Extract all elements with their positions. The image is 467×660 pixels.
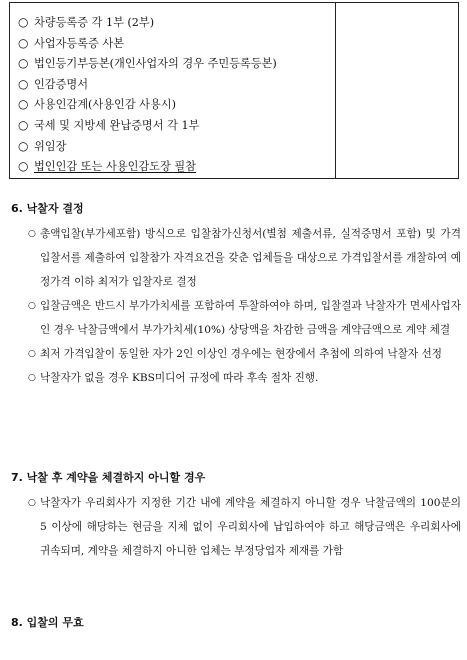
list-item <box>11 294 461 342</box>
list-item <box>18 12 277 33</box>
circle-bullet-icon: ○ <box>28 301 36 311</box>
circle-bullet-icon: ○ <box>28 349 36 359</box>
bullet-list <box>11 222 461 390</box>
document-item-text: 법인인감 또는 사용인감도장 필참 <box>34 160 196 174</box>
document-item-text: 사업자등록증 사본 <box>34 36 125 50</box>
circle-bullet-icon: ○ <box>18 159 29 174</box>
section-heading: 7. 낙찰 후 계약을 체결하지 아니할 경우 <box>11 471 206 484</box>
list-item <box>11 366 461 390</box>
bullet-text: 입찰금액은 반드시 부가가치세를 포함하여 투찰하여야 하며, 입찰결과 낙찰자가 면세사업자인 경우 낙찰금액에서 부가가치세(10%) 상당액을 차감한 금액을 계약금액으로 계약 체결 <box>40 300 461 336</box>
section-winner-decision <box>11 200 461 390</box>
list-item <box>11 491 461 563</box>
list-item <box>11 342 461 366</box>
list-item <box>18 74 277 95</box>
document-item-text: 법인등기부등본(개인사업자의 경우 주민등록등본) <box>34 57 277 71</box>
list-item <box>18 33 277 54</box>
section-heading: 6. 낙찰자 결정 <box>11 202 84 215</box>
section-bid-invalidity <box>11 614 84 630</box>
circle-bullet-icon: ○ <box>28 373 36 383</box>
circle-bullet-icon: ○ <box>18 15 29 29</box>
circle-bullet-icon: ○ <box>28 498 36 508</box>
list-item <box>11 222 461 294</box>
circle-bullet-icon: ○ <box>28 229 36 239</box>
circle-bullet-icon: ○ <box>18 97 29 112</box>
list-item <box>18 115 277 136</box>
circle-bullet-icon: ○ <box>18 76 29 91</box>
section-heading: 8. 입찰의 무효 <box>11 616 84 629</box>
list-item <box>18 136 277 157</box>
bullet-text: 낙찰자가 없을 경우 KBS미디어 규정에 따라 후속 절차 진행. <box>40 372 319 384</box>
circle-bullet-icon: ○ <box>18 35 29 50</box>
list-item <box>18 94 277 115</box>
document-item-text: 위임장 <box>34 139 67 153</box>
list-item <box>18 53 277 74</box>
circle-bullet-icon: ○ <box>18 56 29 71</box>
document-item-text: 사용인감계(사용인감 사용시) <box>34 98 176 112</box>
document-item-text: 국세 및 지방세 완납증명서 각 1부 <box>34 118 200 132</box>
bullet-text: 총액입찰(부가세포함) 방식으로 입찰참가신청서(별첨 제출서류, 실적증명서 포함) 및 가격입찰서를 제출하여 입찰참가 자격요건을 갖춘 업체들을 대상으로 가격입찰서를 개찰하여 예정가격 이하 최저가 입찰자로 결정 <box>40 228 461 288</box>
bullet-list <box>11 491 461 563</box>
required-documents-box <box>9 2 459 179</box>
circle-bullet-icon: ○ <box>18 117 29 132</box>
bullet-text: 최저 가격입찰이 동일한 자가 2인 이상인 경우에는 현장에서 추첨에 의하여 낙찰자 선정 <box>40 348 442 360</box>
circle-bullet-icon: ○ <box>18 138 29 153</box>
document-item-text: 차량등록증 각 1부 (2부) <box>34 16 155 29</box>
document-item-text: 인감증명서 <box>34 77 89 91</box>
section-contract-refusal <box>11 469 461 563</box>
list-item <box>18 156 277 177</box>
required-documents-list <box>18 12 277 177</box>
table-column-divider <box>335 3 336 178</box>
bullet-text: 낙찰자가 우리회사가 지정한 기간 내에 계약을 체결하지 아니할 경우 낙찰금액의 100분의 5 이상에 해당하는 현금을 지체 없이 우리회사에 납입하여야 하고 해당금액은 우리회사에 귀속되며, 계약을 체결하지 아니한 업체는 부정당업자 제재를 가함 <box>40 497 461 557</box>
